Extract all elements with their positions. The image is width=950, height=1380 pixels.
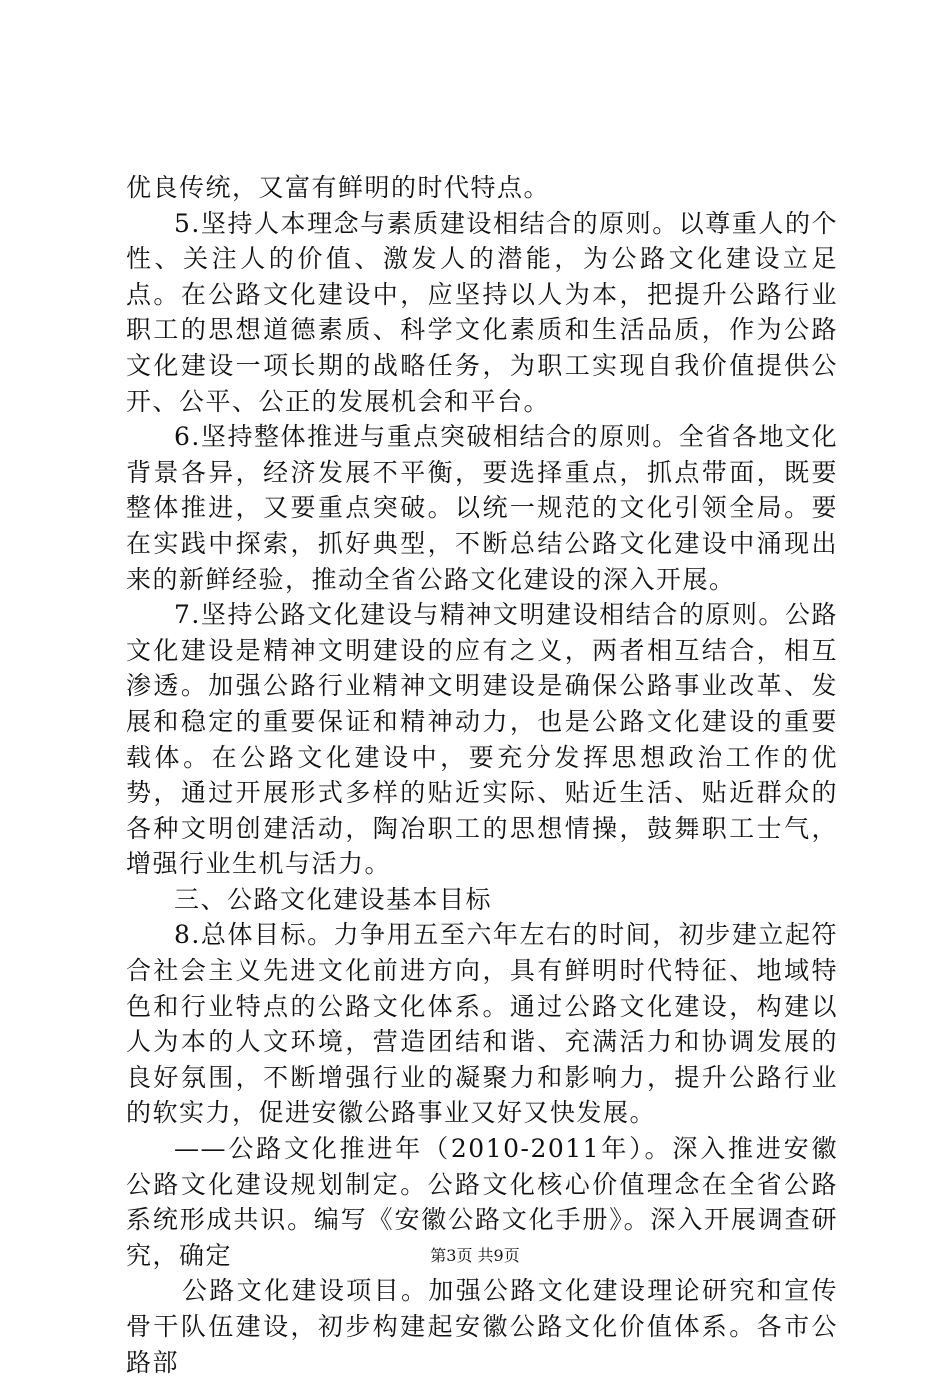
document-body (126, 170, 838, 1380)
section-heading-goals: 三、公路文化建设基本目标 (174, 884, 493, 914)
paragraph-continuation: 优良传统，又富有鲜明的时代特点。 (126, 173, 551, 202)
paragraph-projects: 公路文化建设项目。加强公路文化建设理论研究和宣传骨干队伍建设，初步构建起安徽公路文化价值体系。各市公路部 (126, 1276, 838, 1377)
paragraph-principle-7: 7.坚持公路文化建设与精神文明建设相结合的原则。公路文化建设是精神文明建设的应有之义，两者相互结合，相互渗透。加强公路行业精神文明建设是确保公路事业改革、发展和稳定的重要保证和精神动力，也是公路文化建设的重要载体。在公路文化建设中，要充分发挥思想政治工作的优势，通过开展形式多样的贴近实际、贴近生活、贴近群众的各种文明创建活动，陶冶职工的思想情操，鼓舞职工士气，增强行业生机与活力。 (126, 600, 838, 879)
page-footer (0, 1243, 950, 1266)
paragraph-principle-6: 6.坚持整体推进与重点突破相结合的原则。全省各地文化背景各异，经济发展不平衡，要选择重点，抓点带面，既要整体推进，又要重点突破。以统一规范的文化引领全局。要在实践中探索，抓好典型，不断总结公路文化建设中涌现出来的新鲜经验，推动全省公路文化建设的深入开展。 (126, 422, 838, 594)
paragraph-principle-5: 5.坚持人本理念与素质建设相结合的原则。以尊重人的个性、关注人的价值、激发人的潜能，为公路文化建设立足点。在公路文化建设中，应坚持以人为本，把提升公路行业职工的思想道德素质、科学文化素质和生活品质，作为公路文化建设一项长期的战略任务，为职工实现自我价值提供公开、公平、公正的发展机会和平台。 (126, 208, 838, 416)
page-number: 第3页 共9页 (430, 1246, 520, 1265)
paragraph-promotion-year: ——公路文化推进年（2010-2011年）。深入推进安徽公路文化建设规划制定。公路文化核心价值理念在全省公路系统形成共识。编写《安徽公路文化手册》。深入开展调查研究，确定 (126, 1134, 838, 1270)
paragraph-overall-goal: 8.总体目标。力争用五至六年左右的时间，初步建立起符合社会主义先进文化前进方向，具有鲜明时代特征、地域特色和行业特点的公路文化体系。通过公路文化建设，构建以人为本的人文环境，营造团结和谐、充满活力和协调发展的良好氛围，不断增强行业的凝聚力和影响力，提升公路行业的软实力，促进安徽公路事业又好又快发展。 (126, 920, 838, 1128)
